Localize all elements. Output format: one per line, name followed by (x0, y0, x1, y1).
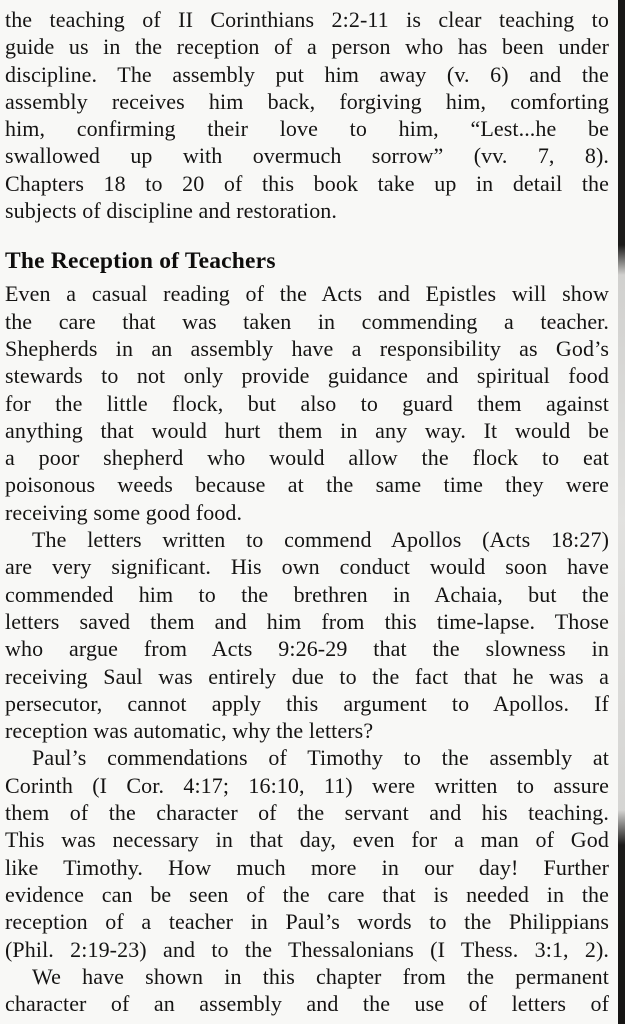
scan-edge-artifact (618, 0, 625, 1024)
text-line: who argue from Acts 9:26-29 that the slowness in (5, 636, 609, 662)
text-line: receiving some good food. (5, 499, 243, 525)
text-line: This was necessary in that day, even for a man of God (5, 827, 609, 853)
body-text (5, 6, 609, 1017)
section-heading: The Reception of Teachers (5, 248, 276, 275)
text-line: letters saved them and him from this time-lapse. Those (5, 608, 609, 634)
text-line: them of the character of the servant and his teaching. (5, 800, 609, 826)
text-line: Even a casual reading of the Acts and Epistles will show (5, 281, 609, 307)
text-line: Corinth (I Cor. 4:17; 16:10, 11) were written to assure (5, 772, 609, 798)
paragraph-apollos (5, 526, 609, 744)
text-line: reception of a teacher in Paul’s words to the Philippians (5, 909, 609, 935)
text-line: stewards to not only provide guidance and spiritual food (5, 363, 609, 389)
text-line: subjects of discipline and restoration. (5, 198, 337, 224)
text-line: anything that would hurt them in any way. It would be (5, 417, 609, 443)
text-line: assembly receives him back, forgiving him, comforting (5, 88, 609, 114)
text-line: persecutor, cannot apply this argument to Apollos. If (5, 690, 609, 716)
text-line: Paul’s commendations of Timothy to the assembly at (32, 745, 609, 771)
text-line: him, confirming their love to him, “Lest...he be (5, 116, 609, 142)
text-line: the care that was taken in commending a teacher. (5, 308, 609, 334)
text-line: swallowed up with overmuch sorrow” (vv. 7, 8). (5, 143, 609, 169)
text-line: Chapters 18 to 20 of this book take up in detail the (5, 170, 609, 196)
paragraph-continuation (5, 6, 609, 224)
text-line: are very significant. His own conduct would soon have (5, 554, 609, 580)
text-line: guide us in the reception of a person who has been under (5, 34, 609, 60)
text-line: reception was automatic, why the letters? (5, 718, 374, 744)
text-line: discipline. The assembly put him away (v. 6) and the (5, 61, 609, 87)
text-line: We have shown in this chapter from the permanent (32, 963, 609, 989)
text-line: character of an assembly and the use of letters of (5, 991, 609, 1017)
text-line: evidence can be seen of the care that is needed in the (5, 881, 609, 907)
text-line: the teaching of II Corinthians 2:2-11 is clear teaching to (5, 7, 609, 32)
text-line: a poor shepherd who would allow the flock to eat (5, 445, 609, 471)
paragraph-timothy (5, 744, 609, 962)
text-line: (Phil. 2:19-23) and to the Thessalonians (I Thess. 3:1, 2). (5, 936, 609, 962)
text-line: like Timothy. How much more in our day! Further (5, 854, 609, 880)
paragraph-reception-intro (5, 280, 609, 526)
paragraph-summary-cutoff (5, 963, 609, 1018)
text-line: poisonous weeds because at the same time they were (5, 472, 609, 498)
text-line: The letters written to commend Apollos (Acts 18:27) (32, 527, 609, 553)
text-line: receiving Saul was entirely due to the fact that he was a (5, 663, 609, 689)
text-line: Shepherds in an assembly have a responsibility as God’s (5, 335, 609, 361)
text-line: for the little flock, but also to guard them against (5, 390, 609, 416)
text-line: commended him to the brethren in Achaia, but the (5, 581, 609, 607)
